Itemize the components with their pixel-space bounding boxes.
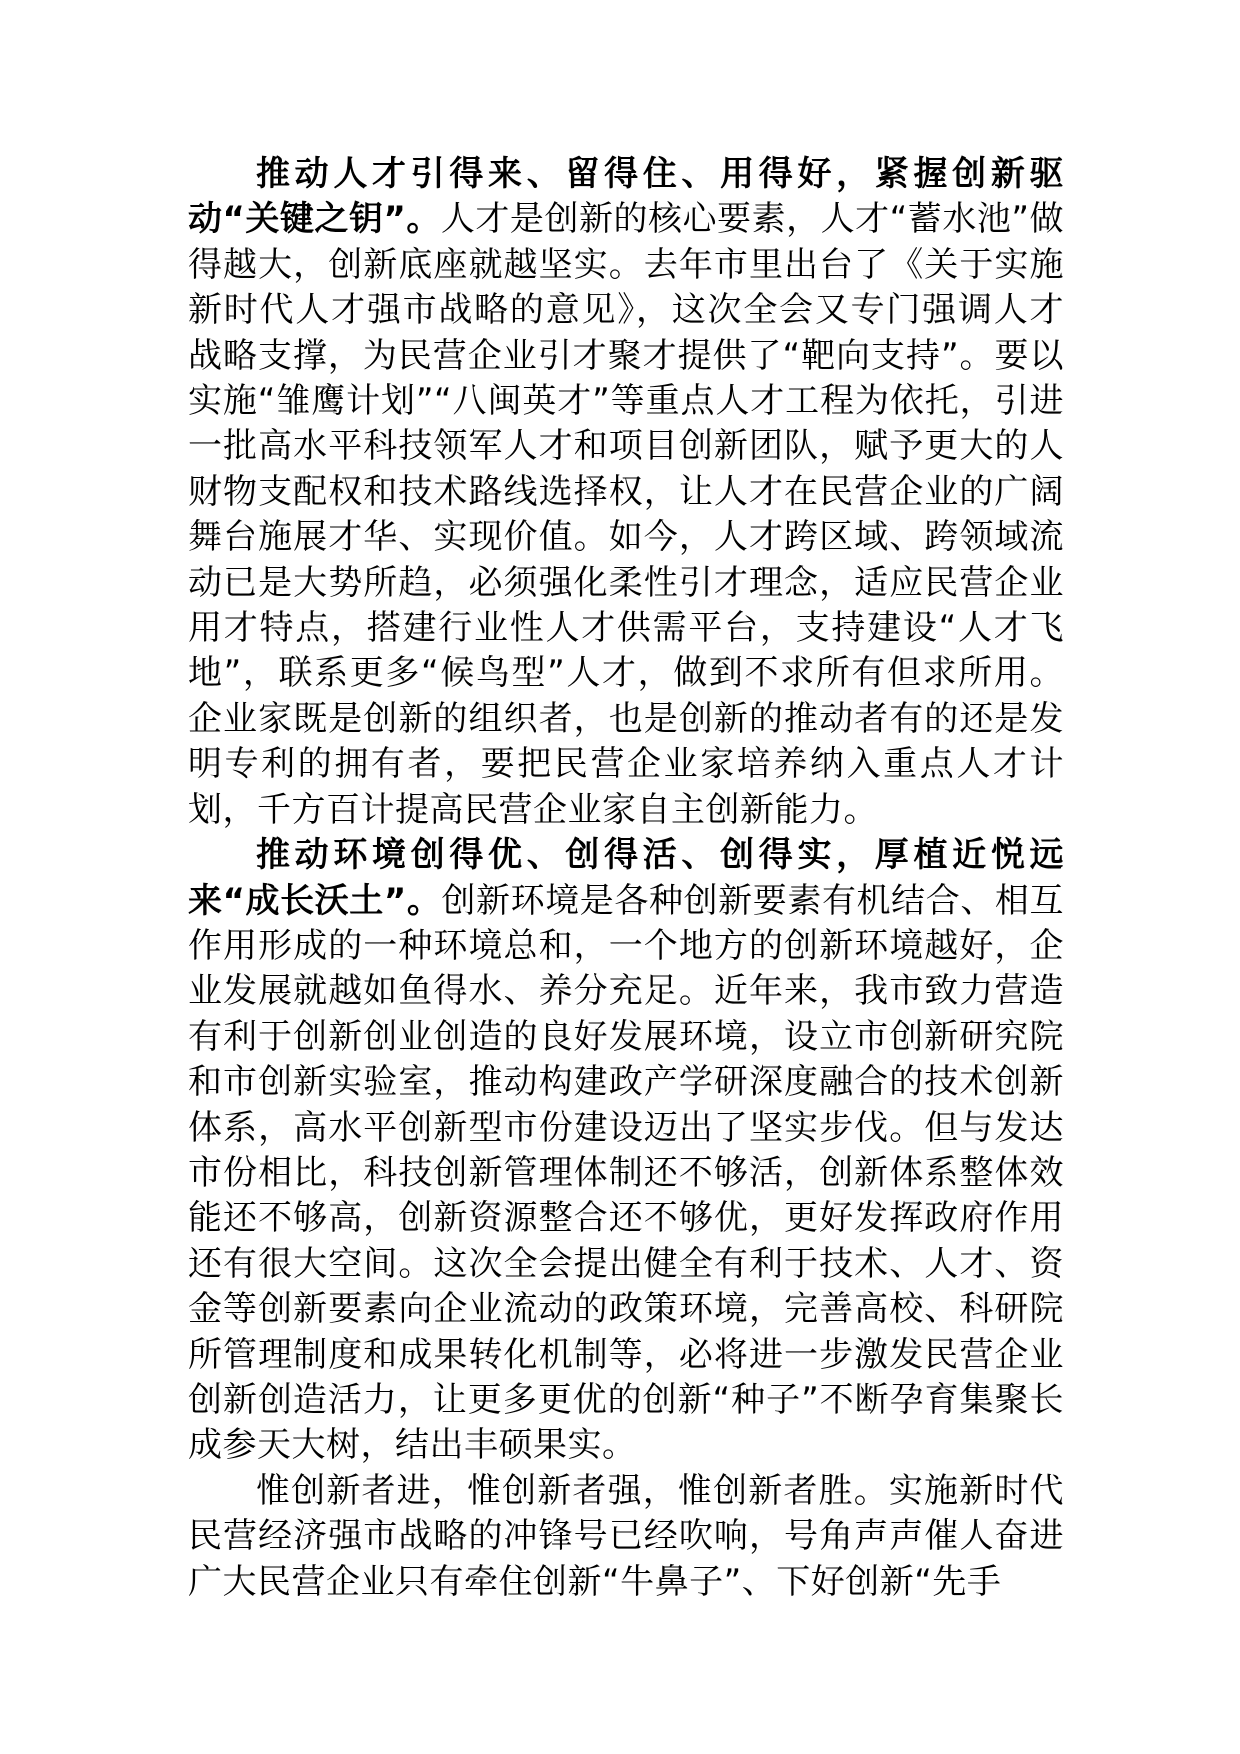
paragraph-body: 人才是创新的核心要素，人才“蓄水池”做得越大，创新底座就越坚实。去年市里出台了《关于实施新时代人才强市战略的意见》，这次全会又专门强调人才战略支撑，为民营企业引才聚才提供了“靶向支持”。要以实施“雏鹰计划”“八闽英才”等重点人才工程为依托，引进一批高水平科技领军人才和项目创新团队，赋予更大的人财物支配权和技术路线选择权，让人才在民营企业的广阔舞台施展才华、实现价值。如今，人才跨区域、跨领域流动已是大势所趋，必须强化柔性引才理念，适应民营企业用才特点，搭建行业性人才供需平台，支持建设“人才飞地”，联系更多“候鸟型”人才，做到不求所有但求所用。企业家既是创新的组织者，也是创新的推动者有的还是发明专利的拥有者，要把民营企业家培养纳入重点人才计划，千方百计提高民营企业家自主创新能力。 — [188, 199, 1064, 830]
paragraph-lead: 推动人才引得来、留得住、用得好，紧握创新驱动“关键之钥”。 — [188, 154, 1064, 240]
paragraph-lead: 推动环境创得优、创得活、创得实，厚植近悦远来“成长沃土”。 — [188, 835, 1064, 921]
paragraph-body: 创新环境是各种创新要素有机结合、相互作用形成的一种环境总和，一个地方的创新环境越好，企业发展就越如鱼得水、养分充足。近年来，我市致力营造有利于创新创业创造的良好发展环境，设立市创新研究院和市创新实验室，推动构建政产学研深度融合的技术创新体系，高水平创新型市份建设迈出了坚实步伐。但与发达市份相比，科技创新管理体制还不够活，创新体系整体效能还不够高，创新资源整合还不够优，更好发挥政府作用还有很大空间。这次全会提出健全有利于技术、人才、资金等创新要素向企业流动的政策环境，完善高校、科研院所管理制度和成果转化机制等，必将进一步激发民营企业创新创造活力，让更多更优的创新“种子”不断孕育集聚长成参天大树，结出丰硕果实。 — [188, 880, 1064, 1466]
document-page — [188, 152, 1064, 1605]
paragraph-conclusion — [188, 1469, 1064, 1605]
paragraph-body: 惟创新者进，惟创新者强，惟创新者胜。实施新时代民营经济强市战略的冲锋号已经吹响，号角声声催人奋进广大民营企业只有牵住创新“牛鼻子”、下好创新“先手 — [188, 1470, 1064, 1602]
paragraph-talent — [188, 152, 1064, 833]
paragraph-environment — [188, 833, 1064, 1469]
